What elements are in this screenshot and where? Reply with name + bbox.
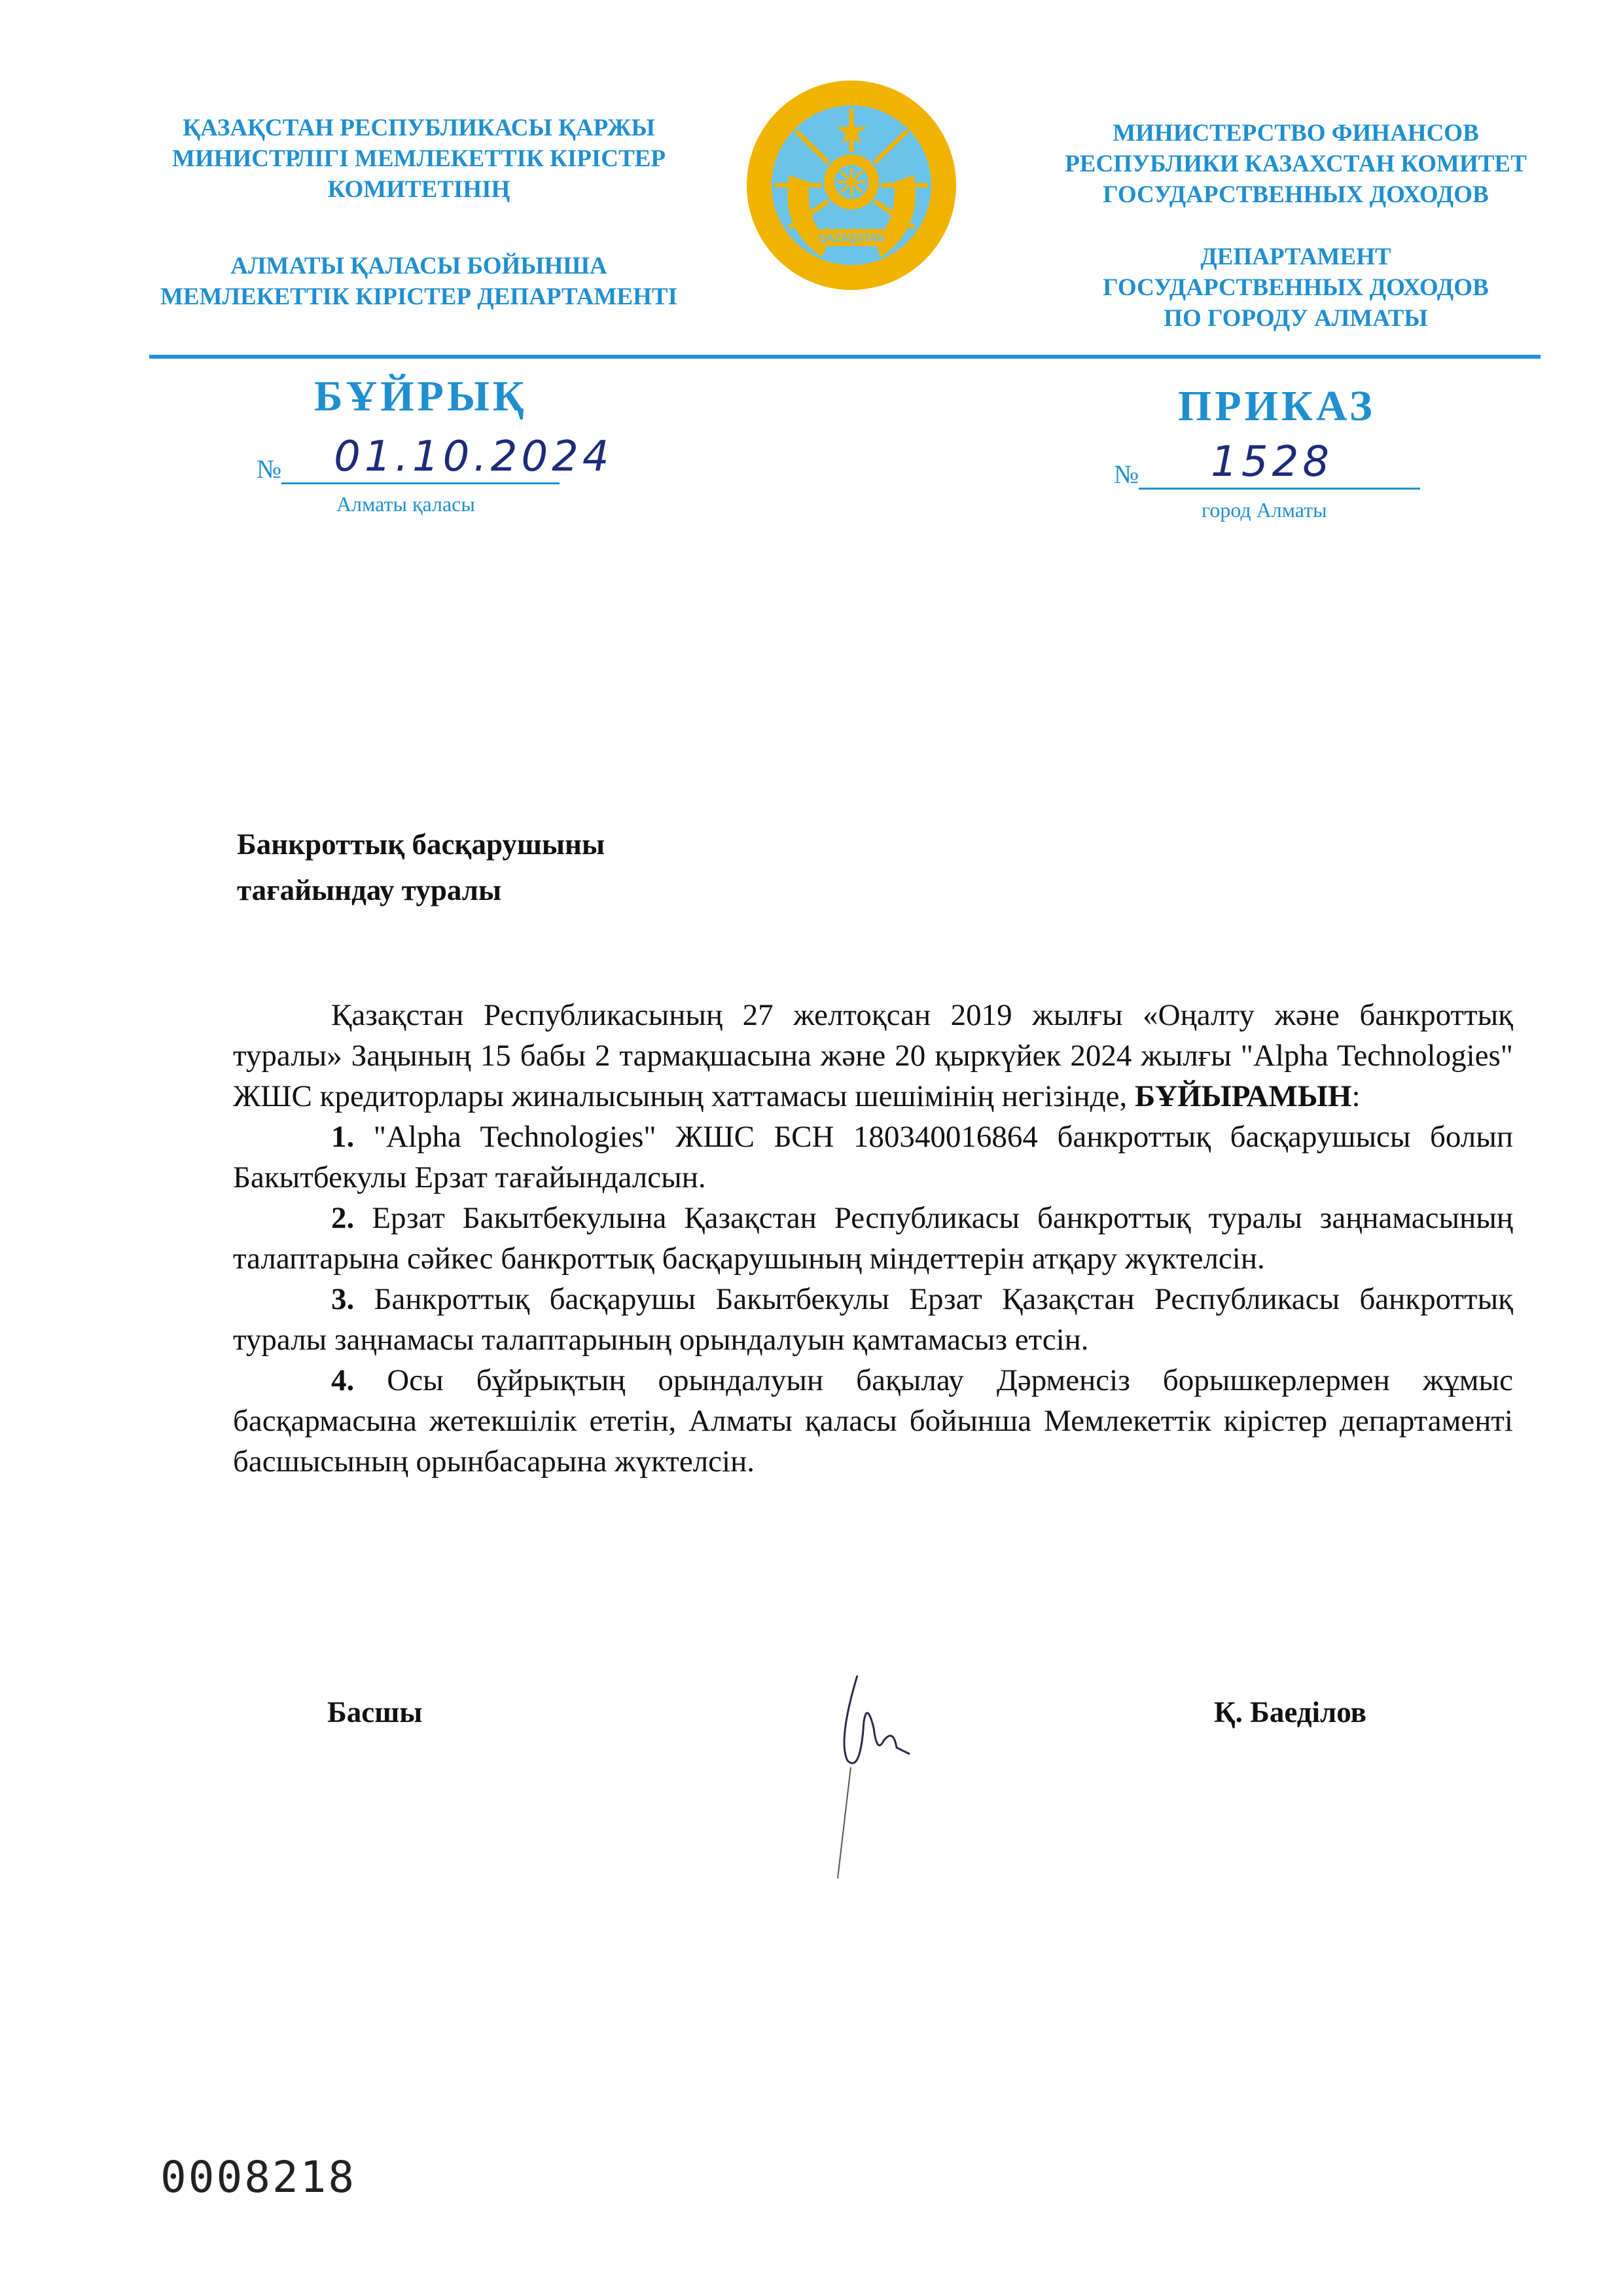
header-right-dept-line-1: ДЕПАРТАМЕНТ (1200, 243, 1391, 270)
number-sign-right: № (1114, 459, 1139, 489)
header-right-dept-line-2: ГОСУДАРСТВЕННЫХ ДОХОДОВ (1103, 274, 1489, 301)
order-title-kz: БҰЙРЫҚ (314, 372, 527, 420)
header-right-dept-line-3: ПО ГОРОДУ АЛМАТЫ (1164, 305, 1428, 332)
handwritten-number: 1528 (1211, 438, 1334, 486)
serial-number: 0008218 (160, 2152, 357, 2202)
header-left-line-3: КОМИТЕТІНІҢ (327, 176, 510, 203)
order-body (233, 995, 1513, 1482)
header-right-line-3: ГОСУДАРСТВЕННЫХ ДОХОДОВ (1103, 181, 1489, 208)
header-right (1008, 118, 1584, 334)
order-date-line (257, 433, 613, 484)
body-item-2: 2. Ерзат Бакытбекулына Қазақстан Республикасы банкроттық туралы заңнамасының талаптарына сәйкес банкроттық басқарушының міндеттерін атқару жүктелсін. (233, 1201, 1513, 1276)
signature-scribble (812, 1662, 942, 1885)
signature-position: Басшы (327, 1696, 423, 1729)
body-intro: Қазақстан Республикасының 27 желтоқсан 2019 жылғы «Оңалту және банкроттық туралы» Заңының 15 бабы 2 тармақшасына және 20 қыркүйек 2024 жылғы "Alpha Technologies" ЖШС кредиторлары жиналысының хаттамасы шешімінің негізінде, БҰЙЫРАМЫН: (233, 998, 1513, 1113)
header-left-dept-line-1: АЛМАТЫ ҚАЛАСЫ БОЙЫНША (230, 253, 607, 279)
city-kz: Алматы қаласы (336, 492, 475, 516)
header-left-dept-line-2: МЕМЛЕКЕТТІК КІРІСТЕР ДЕПАРТАМЕНТІ (160, 283, 677, 310)
state-emblem (743, 77, 959, 293)
order-subject (237, 821, 605, 913)
body-item-1: 1. "Alpha Technologies" ЖШС БСН 180340016864 банкроттық басқарушысы болып Бакытбекулы Ерзат тағайындалсын. (233, 1120, 1513, 1194)
emblem-text: QAZAQSTAN (818, 233, 885, 244)
city-ru: город Алматы (1202, 498, 1327, 522)
header-left-line-2: МИНИСТРЛІГІ МЕМЛЕКЕТТІК КІРІСТЕР (172, 145, 666, 172)
subject-line-2: тағайындау туралы (237, 874, 502, 906)
order-title-ru: ПРИКАЗ (1178, 382, 1376, 430)
header-right-line-2: РЕСПУБЛИКИ КАЗАХСТАН КОМИТЕТ (1065, 151, 1527, 177)
number-sign-left: № (257, 454, 282, 484)
handwritten-date: 01.10.2024 (334, 433, 613, 481)
header-left-line-1: ҚАЗАҚСТАН РЕСПУБЛИКАСЫ ҚАРЖЫ (183, 115, 655, 141)
header-left (131, 113, 707, 312)
state-emblem-icon (743, 77, 959, 293)
body-intro-bold: БҰЙЫРАМЫН (1135, 1079, 1352, 1113)
signature-icon (812, 1662, 942, 1885)
order-number-line (1114, 438, 1420, 490)
subject-line-1: Банкроттық басқарушыны (237, 828, 605, 861)
body-item-4: 4. Осы бұйрықтың орындалуын бақылау Дәрменсіз борышкерлермен жұмыс басқармасына жетекшілік ететін, Алматы қаласы бойынша Мемлекеттік кірістер департаменті басшысының орынбасарына жүктелсін. (233, 1363, 1513, 1479)
header-right-line-1: МИНИСТЕРСТВО ФИНАНСОВ (1113, 120, 1479, 147)
body-item-3: 3. Банкроттық басқарушы Бакытбекулы Ерзат Қазақстан Республикасы банкроттық туралы заңнамасы талаптарының орындалуын қамтамасыз етсін. (233, 1282, 1513, 1357)
signatory-name: Қ. Баеділов (1214, 1696, 1366, 1729)
header-divider (149, 355, 1541, 359)
